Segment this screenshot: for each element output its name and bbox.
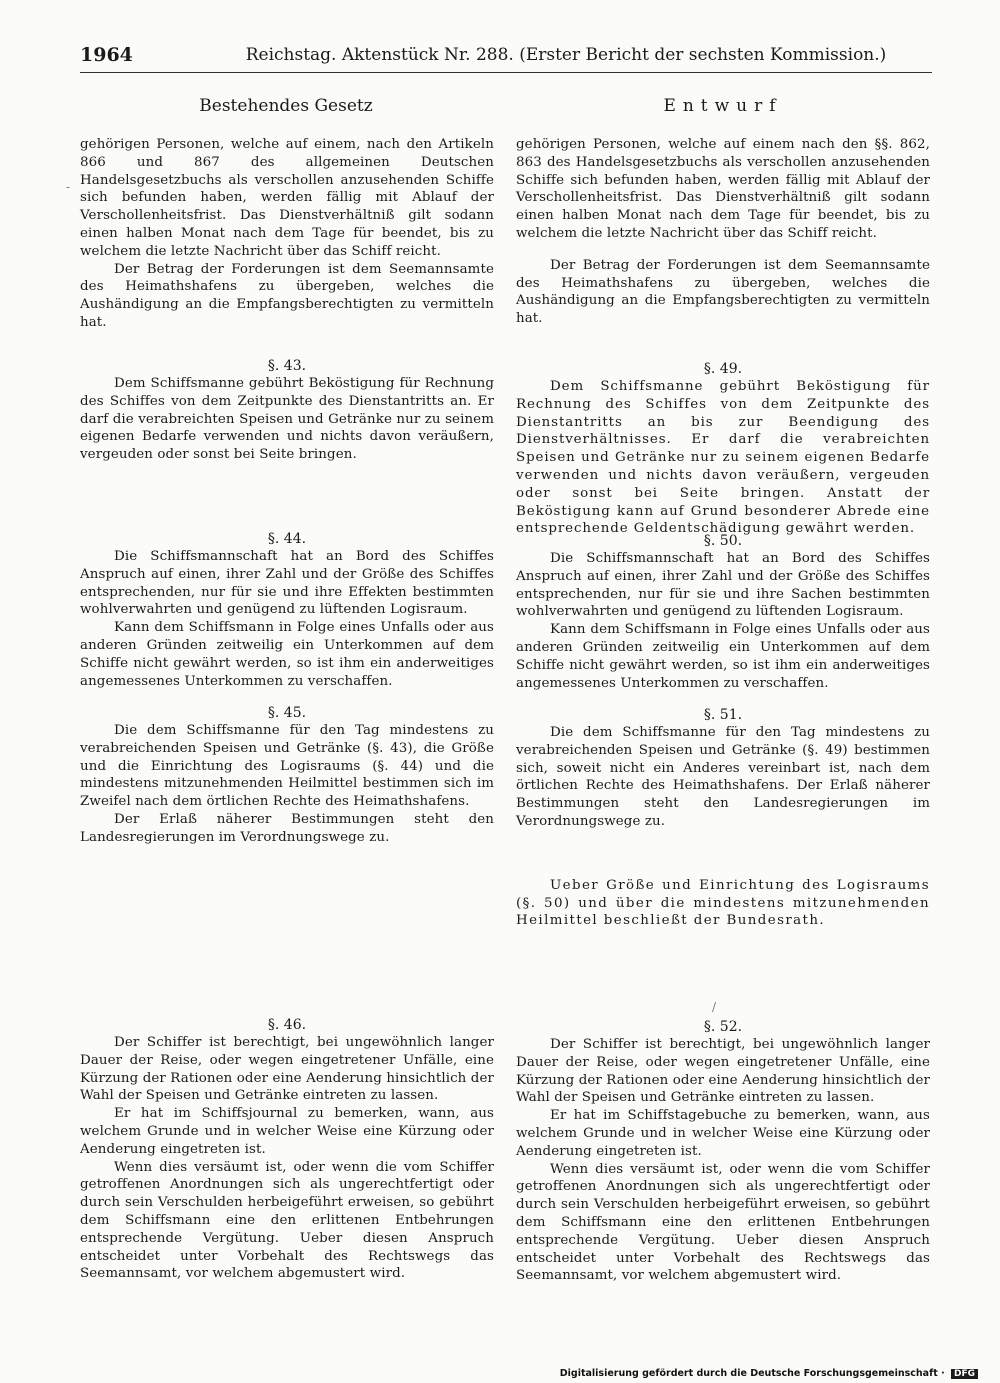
- section-heading: §. 50.: [703, 533, 743, 549]
- funding-footer: [560, 1368, 978, 1379]
- paragraph: Er hat im Schiffstagebuche zu bemerken, wann, aus welchem Grunde und in welcher Weise eine Kürzung oder Aenderung eingetreten ist.: [516, 1108, 930, 1159]
- section-heading: §. 43.: [267, 358, 307, 374]
- header-rule: [80, 72, 932, 73]
- section-44: [80, 530, 494, 690]
- paragraph: Der Betrag der Forderungen ist dem Seemannsamte des Heimathshafens zu übergeben, welches die Aushändigung an die Empfangsberechtigten zu vermitteln hat.: [80, 261, 494, 330]
- paragraph: Wenn dies versäumt ist, oder wenn die vom Schiffer getroffenen Anordnungen sich als ungerechtfertigt oder durch sein Verschulden herbeigeführt erweisen, so gebührt dem Schiffsmann eine den erlittenen Entbehrungen entsprechende Vergütung. Ueber diesen Anspruch entscheidet unter Vorbehalt des Rechtswegs das Seemannsamt, vor welchem abgemustert wird.: [516, 1161, 930, 1284]
- paragraph: Die Schiffsmannschaft hat an Bord des Schiffes Anspruch auf einen, ihrer Zahl und der Größe des Schiffes entsprechenden, nur für sie und ihre Effekten bestimmten wohlverwahrten und genügend zu lüftenden Logisraum.: [80, 549, 494, 618]
- section-heading: §. 51.: [703, 707, 743, 723]
- left-column-title: Bestehendes Gesetz: [199, 96, 373, 116]
- paragraph: Der Schiffer ist berechtigt, bei ungewöhnlich langer Dauer der Reise, oder wegen eingetretener Unfälle, eine Kürzung der Rationen oder eine Aenderung hinsichtlich der Wahl der Speisen und Getränke eintreten zu lassen.: [80, 1035, 494, 1104]
- paragraph: Die Schiffsmannschaft hat an Bord des Schiffes Anspruch auf einen, ihrer Zahl und der Größe des Schiffes entsprechenden, nur für sie und ihre Sachen bestimmten wohlverwahrten und genügend zu lüftenden Logisraum.: [516, 551, 930, 620]
- section-heading: §. 52.: [703, 1019, 743, 1035]
- scan-mark: -: [66, 180, 71, 194]
- separator-dot: ·: [941, 1368, 945, 1379]
- right-intro: [516, 136, 930, 328]
- funding-text: Digitalisierung gefördert durch die Deutsche Forschungsgemeinschaft: [559, 1368, 938, 1379]
- section-heading: §. 45.: [267, 705, 307, 721]
- page-number: 1964: [80, 44, 133, 66]
- paragraph: Der Erlaß näherer Bestimmungen steht den Landesregierungen im Verordnungswege zu.: [80, 811, 494, 845]
- dfg-logo: DFG: [951, 1369, 978, 1379]
- paragraph: Der Schiffer ist berechtigt, bei ungewöhnlich langer Dauer der Reise, oder wegen eingetretener Unfälle, eine Kürzung der Rationen oder eine Aenderung hinsichtlich der Wahl der Speisen und Getränke eintreten zu lassen.: [516, 1037, 930, 1106]
- paragraph: gehörigen Personen, welche auf einem, nach den Artikeln 866 und 867 des allgemeinen Deutschen Handelsgesetzbuchs als verschollen anzusehenden Schiffe sich befunden haben, werden fällig mit Ablauf der Verschollenheitsfrist. Das Dienstverhältniß gilt sodann einen halben Monat nach dem Tage für beendet, bis zu welchem die letzte Nachricht über das Schiff reicht.: [80, 137, 494, 259]
- running-head: Reichstag. Aktenstück Nr. 288. (Erster Bericht der sechsten Kommission.): [245, 45, 887, 65]
- section-heading: §. 44.: [267, 531, 307, 547]
- paragraph: Wenn dies versäumt ist, oder wenn die vom Schiffer getroffenen Anordnungen sich als ungerechtfertigt oder durch sein Verschulden herbeigeführt erweisen, so gebührt dem Schiffsmann eine den erlittenen Entbehrungen entsprechende Vergütung. Ueber diesen Anspruch entscheidet unter Vorbehalt des Rechtswegs das Seemannsamt, vor welchem abgemustert wird.: [80, 1159, 494, 1282]
- paragraph: Dem Schiffsmanne gebührt Beköstigung für Rechnung des Schiffes von dem Zeitpunkte des Dienstantritts an. Er darf die verabreichten Speisen und Getränke nur zu seinem eigenen Bedarfe verwenden und nichts davon veräußern, vergeuden oder sonst bei Seite bringen.: [80, 376, 494, 463]
- paragraph: Er hat im Schiffsjournal zu bemerken, wann, aus welchem Grunde und in welcher Weise eine Kürzung oder Aenderung eingetreten ist.: [80, 1106, 494, 1157]
- left-intro: [80, 136, 494, 332]
- paragraph: Der Betrag der Forderungen ist dem Seemannsamte des Heimathshafens zu übergeben, welches die Aushändigung an die Empfangsberechtigten zu vermitteln hat.: [516, 257, 930, 327]
- section-52: [516, 1018, 930, 1285]
- paragraph: Dem Schiffsmanne gebührt Beköstigung für Rechnung des Schiffes von dem Zeitpunkte des Dienstantritts an bis zur Beendigung des Dienstverhältnisses. Er darf die verabreichten Speisen und Getränke nur zu seinem eigenen Bedarfe verwenden und nichts davon veräußern, vergeuden oder sonst bei Seite bringen. Anstatt der Beköstigung kann auf Grund besonderer Abrede eine entsprechende Geldentschädigung gewährt werden.: [516, 379, 930, 537]
- paragraph: Die dem Schiffsmanne für den Tag mindestens zu verabreichenden Speisen und Getränke (§. 43), die Größe und die Einrichtung des Logisraums (§. 44) und die mindestens mitzunehmenden Heilmittel bestimmen sich im Zweifel nach dem örtlichen Rechte des Heimathshafens.: [80, 723, 494, 810]
- section-49: [516, 360, 930, 538]
- paragraph: Kann dem Schiffsmann in Folge eines Unfalls oder aus anderen Gründen zeitweilig ein Unterkommen auf dem Schiffe nicht gewährt werden, so ist ihm ein anderweitiges angemessenes Unterkommen zu verschaffen.: [516, 622, 930, 691]
- scan-mark: /: [712, 1000, 717, 1014]
- paragraph: Ueber Größe und Einrichtung des Logisraums (§. 50) und über die mindestens mitzunehmenden Heilmittel beschließt der Bundesrath.: [516, 877, 930, 929]
- section-heading: §. 46.: [267, 1017, 307, 1033]
- section-46: [80, 1016, 494, 1283]
- section-heading: §. 49.: [703, 361, 743, 377]
- paragraph: gehörigen Personen, welche auf einem nach den §§. 862, 863 des Handelsgesetzbuchs als verschollen anzusehenden Schiffe sich befunden haben, werden fällig mit Ablauf der Verschollenheitsfrist. Das Dienstverhältniß gilt sodann einen halben Monat nach dem Tage für beendet, bis zu welchem die letzte Nachricht über das Schiff reicht.: [516, 137, 930, 241]
- paragraph: Die dem Schiffsmanne für den Tag mindestens zu verabreichenden Speisen und Getränke (§. 49) bestimmen sich, soweit nicht ein Anderes vereinbart ist, nach dem örtlichen Rechte des Heimathshafens. Der Erlaß näherer Bestimmungen steht den Landesregierungen im Verordnungswege zu.: [516, 725, 930, 829]
- section-43: [80, 357, 494, 464]
- right-column-title: Entwurf: [663, 96, 783, 116]
- section-51: [516, 706, 930, 930]
- section-50: [516, 532, 930, 692]
- paragraph: Kann dem Schiffsmann in Folge eines Unfalls oder aus anderen Gründen zeitweilig ein Unterkommen auf dem Schiffe nicht gewährt werden, so ist ihm ein anderweitiges angemessenes Unterkommen zu verschaffen.: [80, 620, 494, 689]
- section-45: [80, 704, 494, 847]
- page-header: [80, 44, 932, 74]
